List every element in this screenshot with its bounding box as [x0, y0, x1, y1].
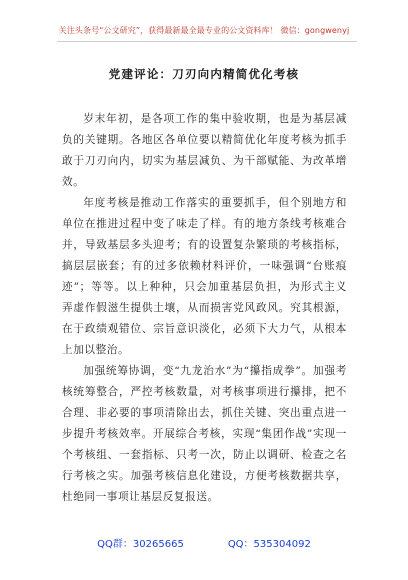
paragraph: 年度考核是推动工作落实的重要抓手，但个别地方和单位在推进过程中变了味走了样。有的地方条线考核难合并，导致基层多头迎考；有的设置复杂繁琐的考核指标，搞层层嵌套；有的过多依赖材料评价，一味强调“台账痕迹”；等等。以上种种，只会加重基层负担，为形式主义弄虚作假滋生提供土壤，从而损害党风政风。究其根源，在于政绩观错位、宗旨意识淡化，必须下大力气，从根本上加以整治。 [62, 197, 347, 356]
paragraph: 岁末年初，是各项工作的集中验收期，也是为基层减负的关键期。各地区各单位要以精简优化年度考核为抓手敢于刀刃向内，切实为基层减负、为干部赋能、为改革增效。 [62, 113, 347, 188]
paragraph: 加强统筹协调，变“九龙治水”为“攥指成拳”。加强考核统筹整合，严控考核数量，对考核事项进行攥排，把不合理、非必要的事项清除出去，抓住关键、突出重点进一步提升考核效率。开展综合考核，实现“集团作战”实现一个考核组、一套指标、只考一次，防止以调研、检查之名行考核之实。加强考核信息化建设，方便考核数据共享，杜绝同一事项让基层反复报送。 [62, 365, 347, 503]
header-divider [57, 41, 357, 42]
footer-qq-group: QQ群：30265665 [97, 539, 184, 550]
footer-contact [0, 535, 408, 550]
document-title: 党建评论：刀刃向内精简优化考核 [108, 67, 300, 81]
document-body [62, 109, 347, 508]
footer-qq-number: QQ：535304092 [227, 539, 311, 550]
header-banner: 关注头条号“公文研究”，获得最新最全最专业的公文资料库！ 微信：gongwenyj [58, 26, 350, 35]
